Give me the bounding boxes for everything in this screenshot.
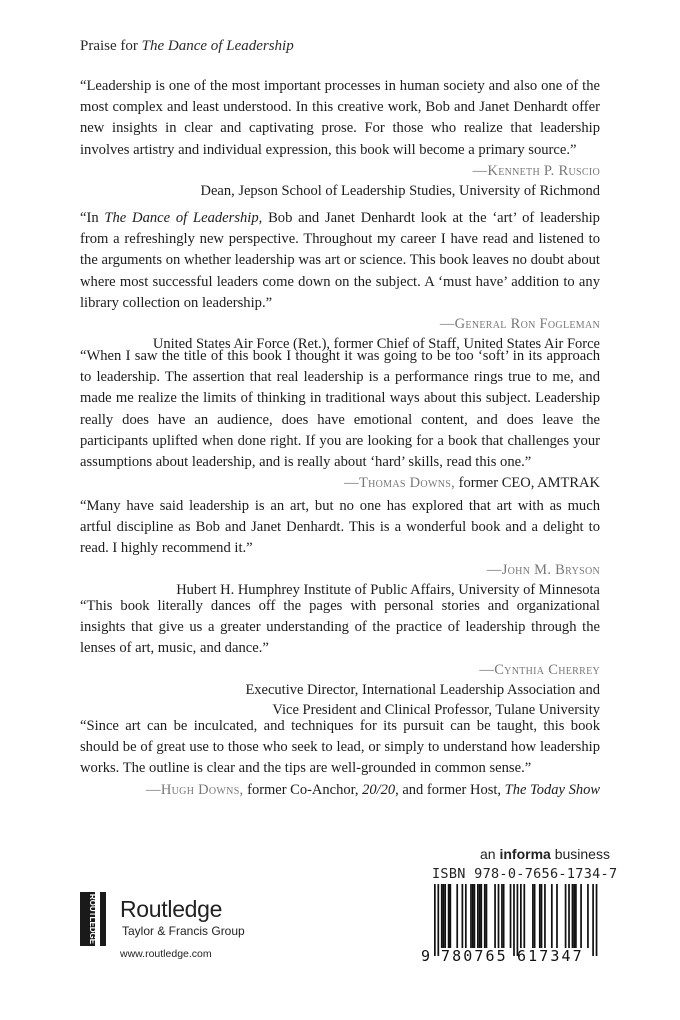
barcode-bar <box>580 884 582 948</box>
barcode-bar <box>517 884 519 956</box>
publisher-name: Routledge <box>120 896 223 922</box>
quote-attribution: —Cynthia Cherrey <box>479 661 600 678</box>
quote-text: “This book literally dances off the pages with personal stories and organizational insights that give us a greater understanding of the practice of leadership through the lenses of art, music, and dance.” <box>80 598 600 657</box>
barcode-bar <box>539 884 541 948</box>
quote-ruscio <box>80 76 600 201</box>
barcode-bar <box>441 884 443 948</box>
barcode-bar <box>551 884 553 948</box>
praise-prefix: Praise for <box>80 38 142 54</box>
barcode-bar <box>448 884 450 948</box>
barcode-bar <box>437 884 439 956</box>
barcode-bar <box>534 884 536 948</box>
barcode-bar <box>565 884 567 948</box>
barcode-bar <box>513 884 515 956</box>
quote-attribution: —Kenneth P. Ruscio <box>472 162 600 179</box>
barcode-bar <box>494 884 496 948</box>
barcode-bar <box>556 884 558 948</box>
barcode-bar <box>480 884 482 948</box>
barcode-bar <box>472 884 474 948</box>
barcode-bar <box>470 884 472 948</box>
barcode-bar <box>592 884 594 956</box>
quote-attribution: —Hugh Downs, former Co-Anchor, 20/20, and former Host, The Today Show <box>146 781 600 798</box>
routledge-logo-icon <box>80 892 106 946</box>
barcode-bar <box>434 884 436 956</box>
barcode-bar <box>587 884 589 948</box>
quote-affiliation: Vice President and Clinical Professor, Tulane University <box>272 702 600 719</box>
quote-text: “In The Dance of Leadership, Bob and Janet Denhardt look at the ‘art’ of leadership from a refreshingly new perspective. Throughout my career I have read and listened to the arguments on whether leadership was art or science. This book leaves no doubt about where most successful leaders come down on the subject. A ‘must have’ addition to any library collection on leadership.” <box>80 210 600 311</box>
barcode-bar <box>523 884 525 948</box>
quote-bryson <box>80 496 600 600</box>
barcode-bar <box>449 884 451 948</box>
quote-downs-hugh <box>80 716 600 800</box>
quote-affiliation: United States Air Force (Ret.), former Chief of Staff, United States Air Force <box>152 336 600 353</box>
barcode-bar <box>568 884 570 948</box>
publisher-group: Taylor & Francis Group <box>122 924 245 938</box>
barcode-bar <box>510 884 512 948</box>
barcode-digit-first: 9 <box>421 947 431 964</box>
informa-tagline: an informa business <box>480 846 610 862</box>
barcode-bar <box>573 884 575 948</box>
publisher-block <box>80 888 280 948</box>
barcode-bar <box>456 884 458 948</box>
book-title: The Dance of Leadership <box>141 38 294 54</box>
quote-cherrey <box>80 596 600 721</box>
quote-text: “Since art can be inculcated, and techniques for its pursuit can be taught, this book should be of great use to those who seek to lead, or simply to understand how leadership works. The outline is clear and the tips are well-grounded in common sense.” <box>80 718 600 777</box>
quote-affiliation: Executive Director, International Leadership Association and <box>245 681 600 698</box>
barcode-digits-right: 617347 <box>517 947 584 964</box>
barcode-bar <box>486 884 488 948</box>
quote-text: “Many have said leadership is an art, but no one has explored that art with as much artful discipline as Bob and Janet Denhardt. This is a wonderful book and a delight to read. I highly recommend it.” <box>80 498 600 557</box>
barcode-bar <box>474 884 476 948</box>
barcode-bar <box>443 884 445 948</box>
quote-text: “Leadership is one of the most important processes in human society and also one of the most complex and least understood. In this creative work, Bob and Janet Denhardt offer new insights in clear and captivating prose. For those who realize that leadership involves artistry and individual expression, this book will become a primary source.” <box>80 78 600 158</box>
quote-fogleman <box>80 208 600 355</box>
barcode-bar <box>532 884 534 948</box>
praise-heading <box>80 38 294 55</box>
barcode-bar <box>503 884 505 948</box>
barcode-bar <box>572 884 574 948</box>
quote-affiliation: Dean, Jepson School of Leadership Studies, University of Richmond <box>200 182 600 199</box>
quote-affiliation: Hubert H. Humphrey Institute of Public Affairs, University of Minnesota <box>176 581 600 598</box>
barcode-bar <box>498 884 500 948</box>
quote-attribution: —Thomas Downs, former CEO, AMTRAK <box>344 475 600 492</box>
barcode-bar <box>544 884 546 948</box>
barcode-bar <box>484 884 486 948</box>
barcode-bar <box>479 884 481 948</box>
barcode-bar <box>575 884 577 948</box>
barcode-bar <box>520 884 522 948</box>
barcode-bar <box>477 884 479 948</box>
barcode-bar <box>462 884 464 948</box>
barcode-bar <box>596 884 598 956</box>
barcode-bar <box>541 884 543 948</box>
quote-attribution: —General Ron Fogleman <box>439 316 600 333</box>
logo-text: ROUTLEDGE <box>88 893 97 945</box>
barcode-bar <box>501 884 503 948</box>
barcode-bar <box>465 884 467 948</box>
barcode-bar <box>444 884 446 948</box>
isbn-barcode <box>418 884 608 964</box>
quote-text: “When I saw the title of this book I thought it was going to be too ‘soft’ in its approach to leadership. The assertion that real leadership is a performance rings true to me, and made me realize the limits of thinking in traditional ways about this subject. Leadership really does have an audience, does have emotional content, and does leave the participants uplifted when done right. If you are looking for a book that challenges your assumptions about leadership, and is really about ‘hard’ skills, read this one.” <box>80 348 600 471</box>
isbn-label: ISBN 978-0-7656-1734-7 <box>432 866 618 882</box>
quote-attribution: —John M. Bryson <box>486 561 600 578</box>
quote-downs-thomas <box>80 346 600 493</box>
publisher-url: www.routledge.com <box>120 948 212 960</box>
barcode-digits-left: 780765 <box>441 947 508 964</box>
